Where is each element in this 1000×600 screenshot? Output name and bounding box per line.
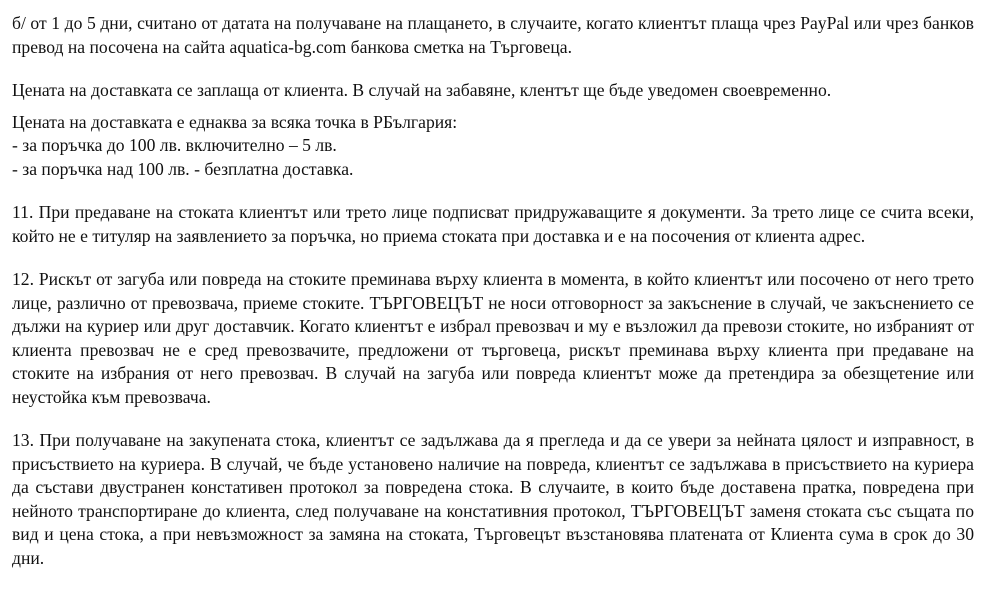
clause-13: 13. При получаване на закупената стока, клиентът се задължава да я прегледа и да се увери за нейната цялост и изправност, в присъствието на куриера. В случай, че бъде установено наличие на повреда, клиентът се задължава в присъствието на куриера да състави двустранен констативен протокол за повредена стока. В случаите, в които бъде доставена пратка, повредена при нейното транспортиране до клиента, след получаване на констативния протокол, ТЪРГОВЕЦЪТ заменя стоката със същата по вид и цена стока, а при невъзможност за замяна на стоката, Търговецът възстановява платената от Клиента сума в срок до 30 дни. (12, 430, 974, 568)
delivery-price-intro: Цената на доставката е еднаква за всяка точка в РБългария: (12, 111, 458, 132)
delivery-price-block (12, 111, 974, 182)
delivery-price-over-100: - за поръчка над 100 лв. - безплатна доставка. (12, 158, 354, 179)
paragraph-payment-terms: б/ от 1 до 5 дни, считано от датата на получаване на плащането, в случаите, когато клиентът плаща чрез PayPal или чрез банков превод на посочена на сайта aquatica-bg.com банкова сметка на Търговеца. (12, 13, 974, 57)
paragraph-delivery-paid-by-client: Цената на доставката се заплаща от клиента. В случай на забавяне, клентът ще бъде уведомен своевременно. (12, 80, 832, 100)
delivery-price-up-to-100: - за поръчка до 100 лв. включително – 5 лв. (12, 135, 337, 155)
clause-12: 12. Рискът от загуба или повреда на стоките преминава върху клиента в момента, в който клиентът или посочено от него трето лице, различно от превозвача, приеме стоките. ТЪРГОВЕЦЪТ не носи отговорност за закъснение в случай, че закъснението се дължи на куриер или друг доставчик. Когато клиентът е избрал превозвач и му е възложил да превози стоките, но избраният от клиента превозвач не е сред превозвачите, предложени от търговеца, рискът преминава върху клиента при предаване на стоките на избрания от него превозвач. В случай на загуба или повреда клиентът може да претендира за обезщетение или неустойка към превозвача. (12, 269, 974, 407)
terms-document (12, 12, 974, 570)
clause-11: 11. При предаване на стоката клиентът или трето лице подписват придружаващите я документи. За трето лице се счита всеки, който не е титуляр на заявлението за поръчка, но приема стоката при доставка и е на посочения от клиента адрес. (12, 202, 974, 246)
